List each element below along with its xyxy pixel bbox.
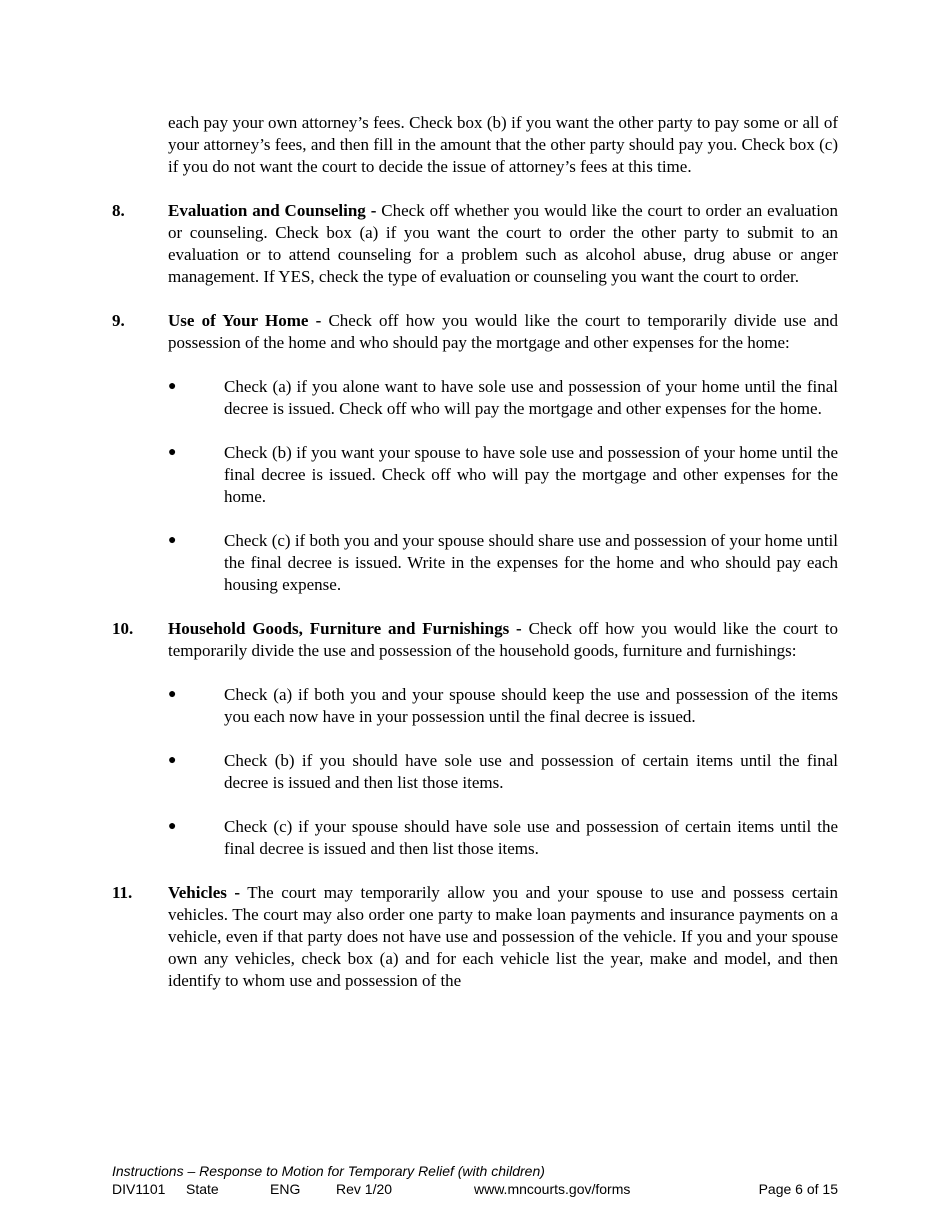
bullet-dot-icon: ● (168, 687, 177, 702)
section-item (112, 200, 838, 288)
bullet-text: Check (c) if both you and your spouse should share use and possession of your home until the final decree is issued. Write in the expenses for the home and who should pay each housing expense. (224, 531, 838, 594)
bullet-dot-icon: ● (168, 379, 177, 394)
bullet-dot-icon: ● (168, 753, 177, 768)
form-language: ENG (270, 1181, 301, 1197)
bullet-item (168, 684, 838, 728)
bullet-dot-icon: ● (168, 533, 177, 548)
section-paragraph (168, 310, 838, 354)
section-title: Evaluation and Counseling - (168, 201, 377, 220)
bullet-item (168, 376, 838, 420)
section-text: Check off how you would like the court to temporarily divide use and possession of the home and who should pay the mortgage and other expenses for the home: (168, 311, 838, 352)
section-item (112, 882, 838, 992)
bullet-text: Check (a) if you alone want to have sole use and possession of your home until the final decree is issued. Check off who will pay the mortgage and other expenses for the home. (224, 377, 838, 418)
section-item (112, 618, 838, 860)
section-paragraph (168, 200, 838, 288)
section-paragraph (168, 882, 838, 992)
footer-info-row (112, 1180, 838, 1198)
section-number: 10. (112, 619, 134, 638)
section-text: Check off whether you would like the court to order an evaluation or counseling. Check box (a) if you want the court to order the other party to submit to an evaluation or to attend counseling for a problem such as alcohol abuse, drug abuse or anger management. If YES, check the type of evaluation or counseling you want the court to order. (168, 201, 838, 286)
section-number: 11. (112, 883, 133, 902)
bullet-item (168, 530, 838, 596)
section-title: Vehicles - (168, 883, 241, 902)
section-body (168, 310, 838, 596)
bullet-item (168, 442, 838, 508)
section-title: Household Goods, Furniture and Furnishings - (168, 619, 522, 638)
form-jurisdiction: State (186, 1181, 219, 1197)
page-footer (112, 1162, 838, 1198)
bullet-dot-icon: ● (168, 445, 177, 460)
bullet-text: Check (a) if both you and your spouse should keep the use and possession of the items you each now have in your possession until the final decree is issued. (224, 685, 838, 726)
bullet-text: Check (b) if you want your spouse to have sole use and possession of your home until the final decree is issued. Check off who will pay the mortgage and other expenses for the home. (224, 443, 838, 506)
footer-title: Instructions – Response to Motion for Temporary Relief (with children) (112, 1163, 545, 1179)
bullet-text: Check (b) if you should have sole use and possession of certain items until the final decree is issued and then list those items. (224, 751, 838, 792)
form-revision: Rev 1/20 (336, 1181, 393, 1197)
forms-url: www.mncourts.gov/forms (474, 1181, 631, 1197)
section-paragraph (168, 618, 838, 662)
section-number: 9. (112, 311, 125, 330)
continuation-paragraph: each pay your own attorney’s fees. Check box (b) if you want the other party to pay some or all of your attorney’s fees, and then fill in the amount that the other party should pay you. Check box (c) if you do not want the court to decide the issue of attorney’s fees at this time. (168, 113, 838, 176)
section-body (168, 882, 838, 992)
page-number: Page 6 of 15 (758, 1181, 838, 1197)
bullet-item (168, 750, 838, 794)
section-item (112, 310, 838, 596)
bullet-item (168, 816, 838, 860)
section-number: 8. (112, 201, 125, 220)
section-title: Use of Your Home - (168, 311, 322, 330)
section-body (168, 618, 838, 860)
section-text: The court may temporarily allow you and your spouse to use and possess certain vehicles. The court may also order one party to make loan payments and insurance payments on a vehicle, even if that party does not have use and possession of the vehicle. If you and your spouse own any vehicles, check box (a) and for each vehicle list the year, make and model, and then identify to whom use and possession of the (168, 883, 839, 990)
section-text: Check off how you would like the court to temporarily divide the use and possession of the household goods, furniture and furnishings: (168, 619, 838, 660)
form-code: DIV1101 (112, 1181, 166, 1197)
bullet-dot-icon: ● (168, 819, 177, 834)
bullet-text: Check (c) if your spouse should have sole use and possession of certain items until the final decree is issued and then list those items. (224, 817, 838, 858)
bullet-list (168, 684, 838, 860)
section-body (168, 200, 838, 288)
instructions-body (112, 112, 838, 1014)
bullet-list (168, 376, 838, 596)
numbered-sections (112, 200, 838, 992)
